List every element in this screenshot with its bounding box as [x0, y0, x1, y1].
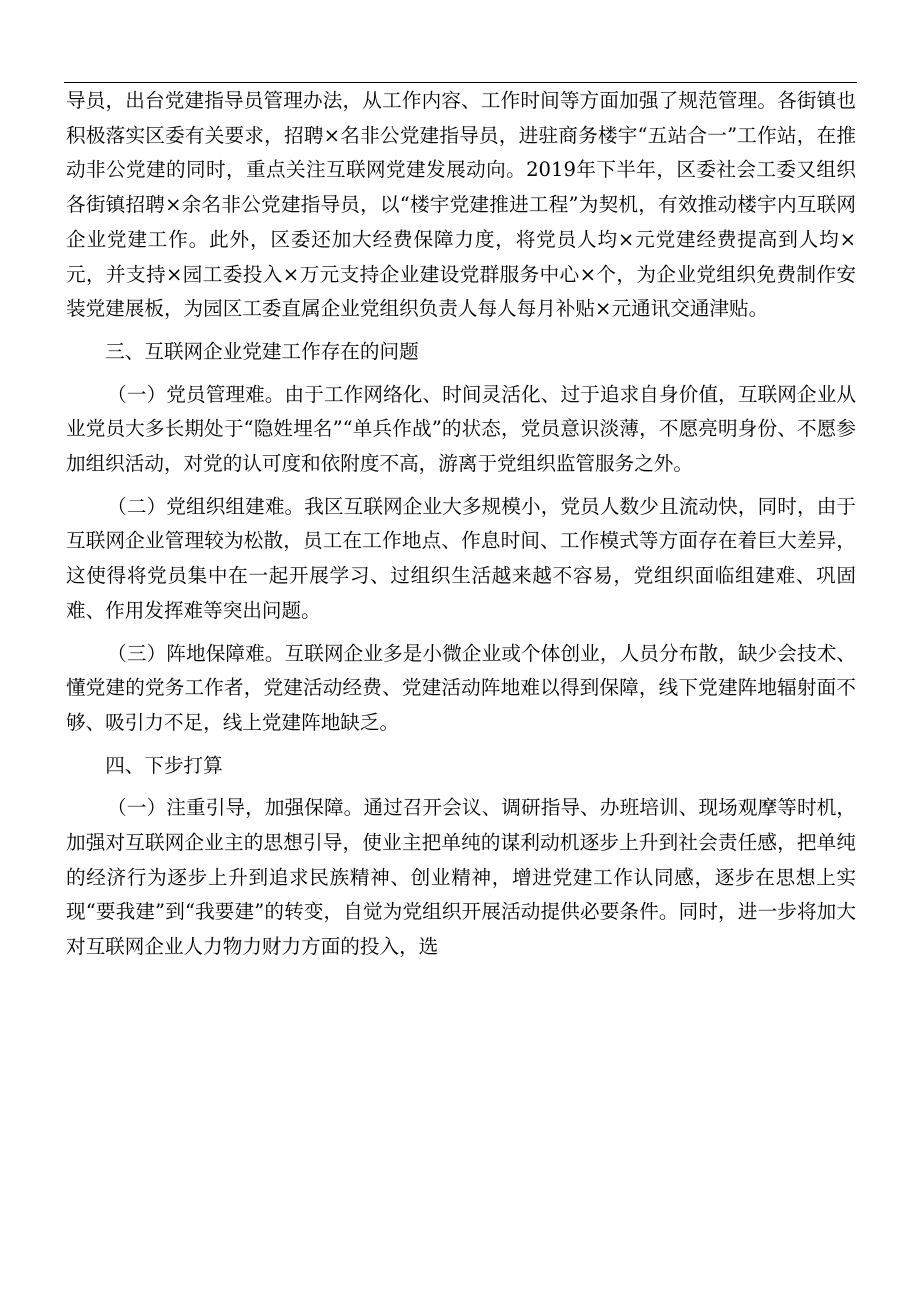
document-body [66, 84, 856, 973]
paragraph-position-support: （三）阵地保障难。互联网企业多是小微企业或个体创业，人员分布散，缺少会技术、懂党建的党务工作者，党建活动经费、党建活动阵地难以得到保障，线下党建阵地辐射面不够、吸引力不足，线上党建阵地缺乏。 [66, 641, 856, 734]
paragraph-guidance-support: （一）注重引导，加强保障。通过召开会议、调研指导、办班培训、现场观摩等时机，加强对互联网企业主的思想引导，使业主把单纯的谋利动机逐步上升到社会责任感，把单纯的经济行为逐步上升到追求民族精神、创业精神，增进党建工作认同感，逐步在思想上实现“要我建”到“我要建”的转变，自觉为党组织开展活动提供必要条件。同时，进一步将加大对互联网企业人力物力财力方面的投入，选 [66, 796, 856, 959]
header-rule [64, 82, 857, 83]
section-heading-next-steps: 四、下步打算 [105, 753, 223, 777]
section-heading-problems: 三、互联网企业党建工作存在的问题 [105, 339, 419, 363]
paragraph-member-management: （一）党员管理难。由于工作网络化、时间灵活化、过于追求自身价值，互联网企业从业党员大多长期处于“隐姓埋名”“单兵作战”的状态，党员意识淡薄，不愿亮明身份、不愿参加组织活动，对党的认可度和依附度不高，游离于党组织监管服务之外。 [66, 382, 856, 476]
paragraph-continued: 导员，出台党建指导员管理办法，从工作内容、工作时间等方面加强了规范管理。各街镇也积极落实区委有关要求，招聘×名非公党建指导员，进驻商务楼宇“五站合一”工作站，在推动非公党建的同时，重点关注互联网党建发展动向。2019年下半年，区委社会工委又组织各街镇招聘×余名非公党建指导员，以“楼宇党建推进工程”为契机，有效推动楼宇内互联网企业党建工作。此外，区委还加大经费保障力度，将党员人均×元党建经费提高到人均×元，并支持×园工委投入×万元支持企业建设党群服务中心×个，为企业党组织免费制作安装党建展板，为园区工委直属企业党组织负责人每人每月补贴×元通讯交通津贴。 [66, 89, 856, 321]
paragraph-organization-building: （二）党组织组建难。我区互联网企业大多规模小，党员人数少且流动快，同时，由于互联网企业管理较为松散，员工在工作地点、作息时间、工作模式等方面存在着巨大差异，这使得将党员集中在一起开展学习、过组织生活越来越不容易，党组织面临组建难、巩固难、作用发挥难等突出问题。 [66, 494, 856, 622]
